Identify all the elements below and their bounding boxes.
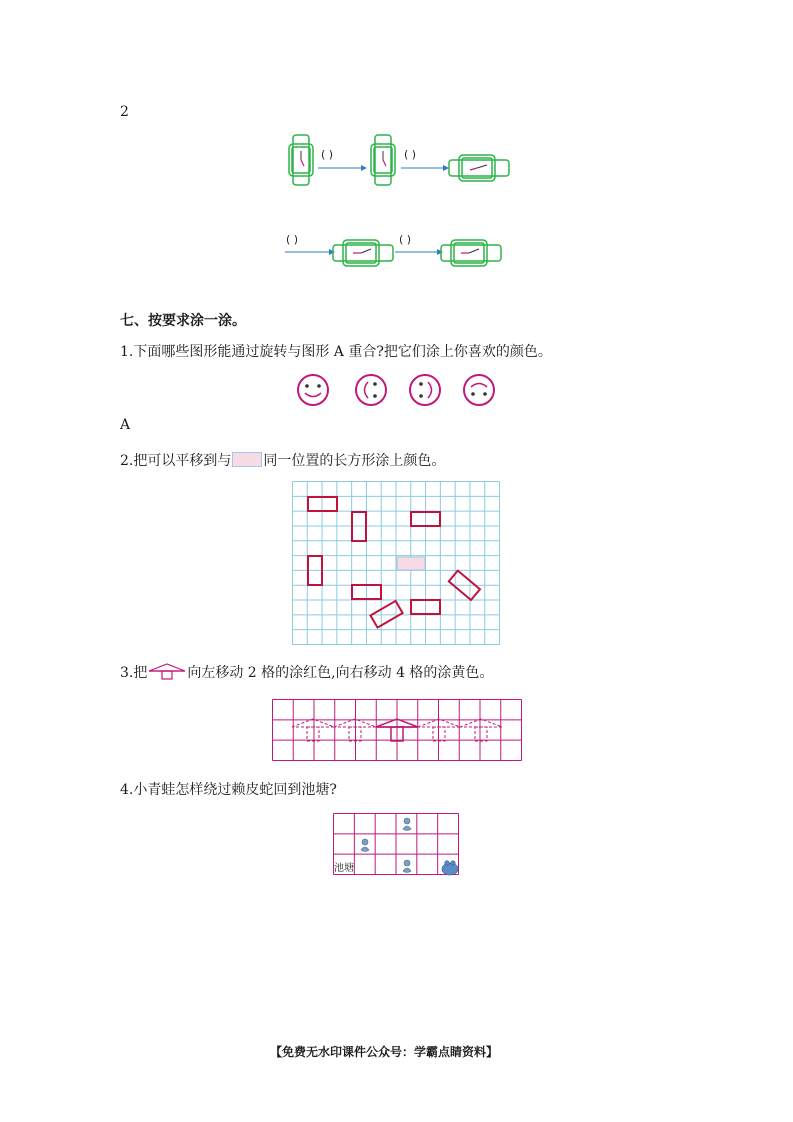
arrow-head xyxy=(361,165,367,171)
rectangles xyxy=(308,497,480,628)
pink-rectangle-icon xyxy=(232,452,262,467)
dashed-house[interactable] xyxy=(460,719,502,741)
snake-icon xyxy=(361,818,411,873)
question-number: 2 xyxy=(120,104,129,120)
dashed-house[interactable] xyxy=(292,719,334,741)
grid-lines xyxy=(293,482,500,645)
rotation-faces xyxy=(295,372,505,408)
watch-icon xyxy=(449,155,509,181)
answer-paren[interactable]: ( ) xyxy=(286,233,299,246)
answer-paren[interactable]: ( ) xyxy=(399,233,412,246)
question-2-text-before: 2.把可以平移到与 xyxy=(120,453,232,469)
grid-lines xyxy=(273,700,522,761)
question-2-text xyxy=(120,452,445,470)
frog-grid xyxy=(333,813,461,877)
face-rotated-left-icon xyxy=(356,375,386,405)
question-1-text: 1.下面哪些图形能通过旋转与图形 A 重合?把它们涂上你喜欢的颜色。 xyxy=(120,344,552,360)
face-a-icon xyxy=(298,375,328,405)
question-3-text-before: 3.把 xyxy=(120,665,148,681)
section-title: 七、按要求涂一涂。 xyxy=(120,313,246,329)
face-rotated-right-icon xyxy=(410,375,440,405)
watch-icon xyxy=(441,240,501,266)
house-shape-icon xyxy=(147,662,187,680)
translation-grid xyxy=(292,481,502,647)
question-2-text-after: 同一位置的长方形涂上颜色。 xyxy=(263,453,446,469)
watch-icon xyxy=(371,135,395,185)
rectangle-shape[interactable] xyxy=(352,512,366,541)
arrow-head xyxy=(329,249,335,255)
watch-icon xyxy=(289,135,313,185)
target-pink-rectangle xyxy=(397,557,425,570)
rectangle-shape[interactable] xyxy=(371,601,403,628)
frog-icon xyxy=(442,861,458,875)
house-grid xyxy=(272,699,524,763)
arrow-head xyxy=(437,249,443,255)
question-3-text xyxy=(120,662,493,682)
pond-label: 池塘 xyxy=(334,863,354,874)
watch-icon xyxy=(333,240,393,266)
question-4-text: 4.小青蛙怎样绕过赖皮蛇回到池塘? xyxy=(120,782,337,798)
watch-rotation-row-2 xyxy=(283,230,513,270)
face-upside-down-icon xyxy=(464,375,494,405)
footer-note: 【免费无水印课件公众号：学霸点睛资料】 xyxy=(270,1045,499,1059)
figure-label-a: A xyxy=(120,417,131,433)
question-3-text-after: 向左移动 2 格的涂红色,向右移动 4 格的涂黄色。 xyxy=(187,665,494,681)
arrow-head xyxy=(443,165,449,171)
answer-paren[interactable]: ( ) xyxy=(404,148,417,161)
watch-rotation-row-1 xyxy=(283,130,513,190)
answer-paren[interactable]: ( ) xyxy=(321,148,334,161)
